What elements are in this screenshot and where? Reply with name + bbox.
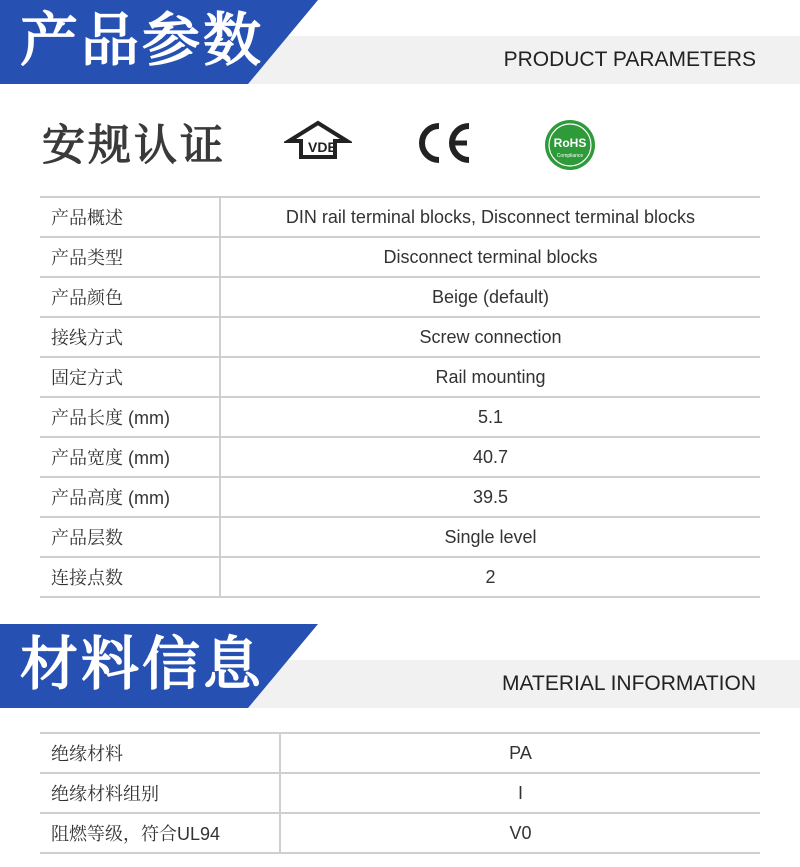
product-parameters-table — [40, 196, 760, 598]
table-row — [40, 317, 760, 357]
material-label: 绝缘材料组别 — [40, 773, 280, 813]
table-row — [40, 397, 760, 437]
table-row — [40, 773, 760, 813]
param-label: 连接点数 — [40, 557, 220, 597]
material-value: PA — [280, 733, 760, 773]
param-value: Screw connection — [220, 317, 760, 357]
table-row — [40, 813, 760, 853]
product-parameters-title-cn: 产品参数 — [20, 6, 265, 74]
param-value: Single level — [220, 517, 760, 557]
param-value: 40.7 — [220, 437, 760, 477]
table-row — [40, 357, 760, 397]
param-value: DIN rail terminal blocks, Disconnect terminal blocks — [220, 197, 760, 237]
product-parameters-header — [0, 0, 800, 84]
rohs-compliance-icon — [543, 118, 597, 172]
vde-mark-text: VDE — [308, 139, 337, 155]
param-label: 接线方式 — [40, 317, 220, 357]
param-value: Beige (default) — [220, 277, 760, 317]
product-parameters-title-en: PRODUCT PARAMETERS — [503, 48, 756, 71]
certification-row — [0, 106, 800, 186]
param-label: 产品宽度 (mm) — [40, 437, 220, 477]
table-row — [40, 733, 760, 773]
table-row — [40, 517, 760, 557]
ce-mark-icon — [414, 118, 474, 168]
param-value: Disconnect terminal blocks — [220, 237, 760, 277]
param-label: 产品高度 (mm) — [40, 477, 220, 517]
table-row — [40, 437, 760, 477]
param-label: 固定方式 — [40, 357, 220, 397]
table-row — [40, 277, 760, 317]
param-label: 产品概述 — [40, 197, 220, 237]
table-row — [40, 557, 760, 597]
material-label: 阻燃等级，符合UL94 — [40, 813, 280, 853]
param-label: 产品长度 (mm) — [40, 397, 220, 437]
table-row — [40, 237, 760, 277]
param-value: Rail mounting — [220, 357, 760, 397]
material-information-table — [40, 732, 760, 854]
param-value: 39.5 — [220, 477, 760, 517]
param-label: 产品颜色 — [40, 277, 220, 317]
rohs-compliance-text: Compliance — [556, 153, 584, 159]
table-row — [40, 477, 760, 517]
material-value: V0 — [280, 813, 760, 853]
table-row — [40, 197, 760, 237]
vde-mark-icon — [284, 120, 352, 166]
rohs-mark-text: RoHS — [553, 136, 587, 150]
material-label: 绝缘材料 — [40, 733, 280, 773]
material-information-title-cn: 材料信息 — [20, 630, 265, 698]
material-information-title-en: MATERIAL INFORMATION — [502, 672, 756, 695]
material-value: I — [280, 773, 760, 813]
param-value: 2 — [220, 557, 760, 597]
param-label: 产品层数 — [40, 517, 220, 557]
param-label: 产品类型 — [40, 237, 220, 277]
certification-title: 安规认证 — [42, 121, 226, 171]
param-value: 5.1 — [220, 397, 760, 437]
material-information-header — [0, 624, 800, 708]
